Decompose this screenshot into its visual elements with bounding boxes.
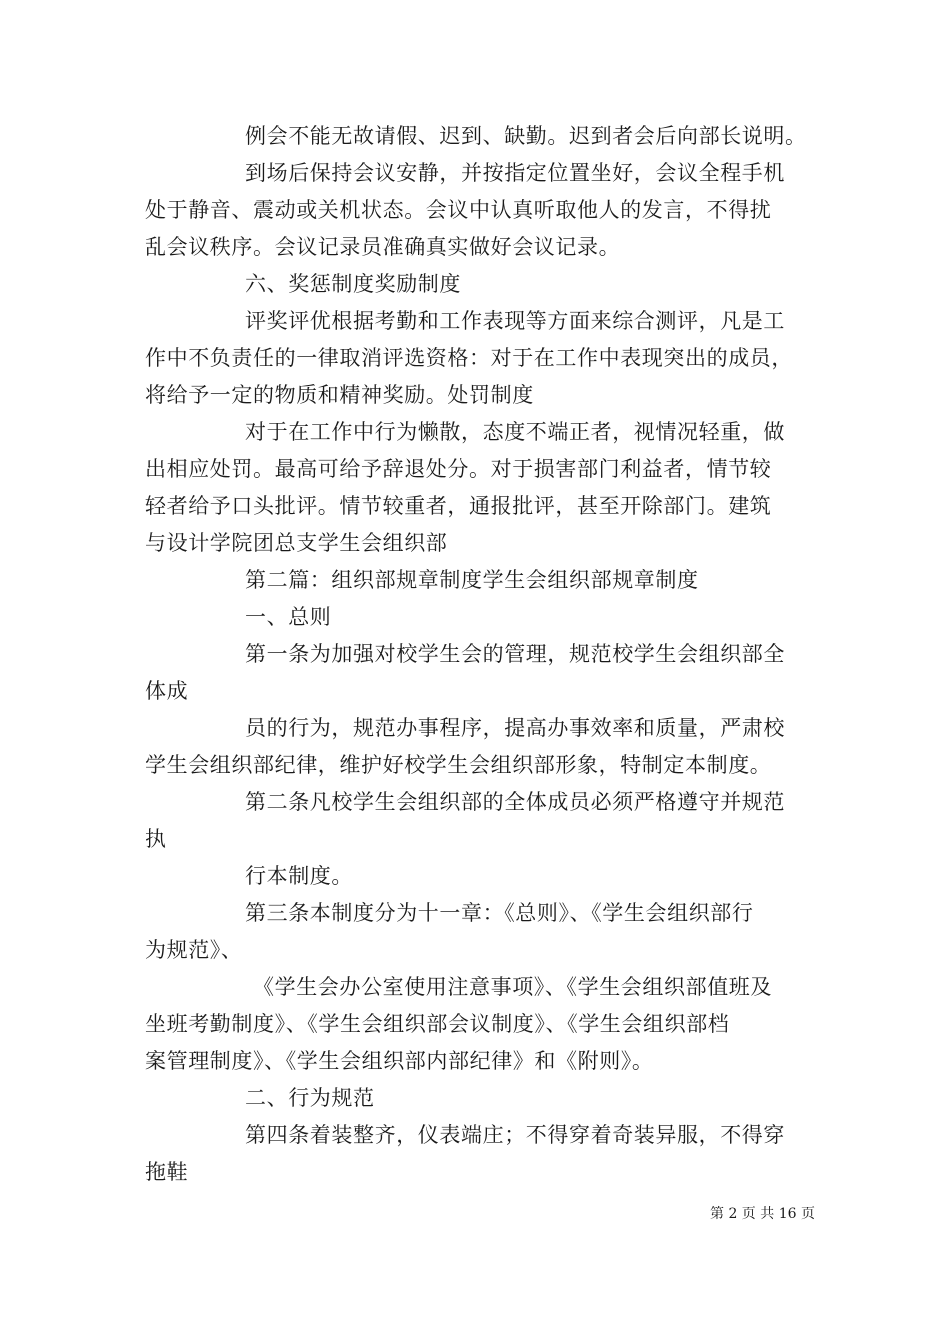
- text-line: 《学生会办公室使用注意事项》、《学生会组织部值班及: [253, 975, 772, 999]
- section-heading: 一、总则: [245, 605, 332, 629]
- text-line: 为规范》、: [145, 938, 243, 962]
- text-line: 拖鞋: [145, 1160, 189, 1184]
- text-line: 与设计学院团总支学生会组织部: [145, 531, 448, 555]
- text-line: 例会不能无故请假、迟到、缺勤。迟到者会后向部长说明。: [245, 124, 807, 148]
- section-heading: 二、行为规范: [245, 1086, 375, 1110]
- text-line: 轻者给予口头批评。情节较重者，通报批评，甚至开除部门。建筑: [145, 494, 772, 518]
- text-line: 第二条凡校学生会组织部的全体成员必须严格遵守并规范: [245, 790, 785, 814]
- page-number: 第 2 页 共 16 页: [710, 1206, 815, 1222]
- text-line: 执: [145, 827, 167, 851]
- document-body: [145, 118, 810, 1191]
- text-line: 处于静音、震动或关机状态。会议中认真听取他人的发言，不得扰: [145, 198, 772, 222]
- text-line: 员的行为，规范办事程序，提高办事效率和质量，严肃校: [245, 716, 785, 740]
- text-line: 对于在工作中行为懒散，态度不端正者，视情况轻重，做: [245, 420, 785, 444]
- text-line: 案管理制度》、《学生会组织部内部纪律》和《附则》。: [145, 1049, 654, 1073]
- text-line: 学生会组织部纪律，维护好校学生会组织部形象，特制定本制度。: [145, 753, 772, 777]
- text-line: 将给予一定的物质和精神奖励。处罚制度: [145, 383, 534, 407]
- text-line: 出相应处罚。最高可给予辞退处分。对于损害部门利益者，情节较: [145, 457, 772, 481]
- text-line: 作中不负责任的一律取消评选资格：对于在工作中表现突出的成员，: [145, 346, 793, 370]
- text-line: 第三条本制度分为十一章：《总则》、《学生会组织部行: [245, 901, 754, 925]
- text-line: 坐班考勤制度》、《学生会组织部会议制度》、《学生会组织部档: [145, 1012, 730, 1036]
- text-line: 评奖评优根据考勤和工作表现等方面来综合测评，凡是工: [245, 309, 785, 333]
- section-heading: 六、奖惩制度奖励制度: [245, 272, 461, 296]
- text-line: 行本制度。: [245, 864, 353, 888]
- chapter-heading: 第二篇：组织部规章制度学生会组织部规章制度: [245, 568, 699, 592]
- text-line: 乱会议秩序。会议记录员准确真实做好会议记录。: [145, 235, 621, 259]
- text-line: 体成: [145, 679, 189, 703]
- text-line: 第一条为加强对校学生会的管理，规范校学生会组织部全: [245, 642, 785, 666]
- text-line: 第四条着装整齐，仪表端庄；不得穿着奇装异服，不得穿: [245, 1123, 785, 1147]
- text-line: 到场后保持会议安静，并按指定位置坐好，会议全程手机: [245, 161, 785, 185]
